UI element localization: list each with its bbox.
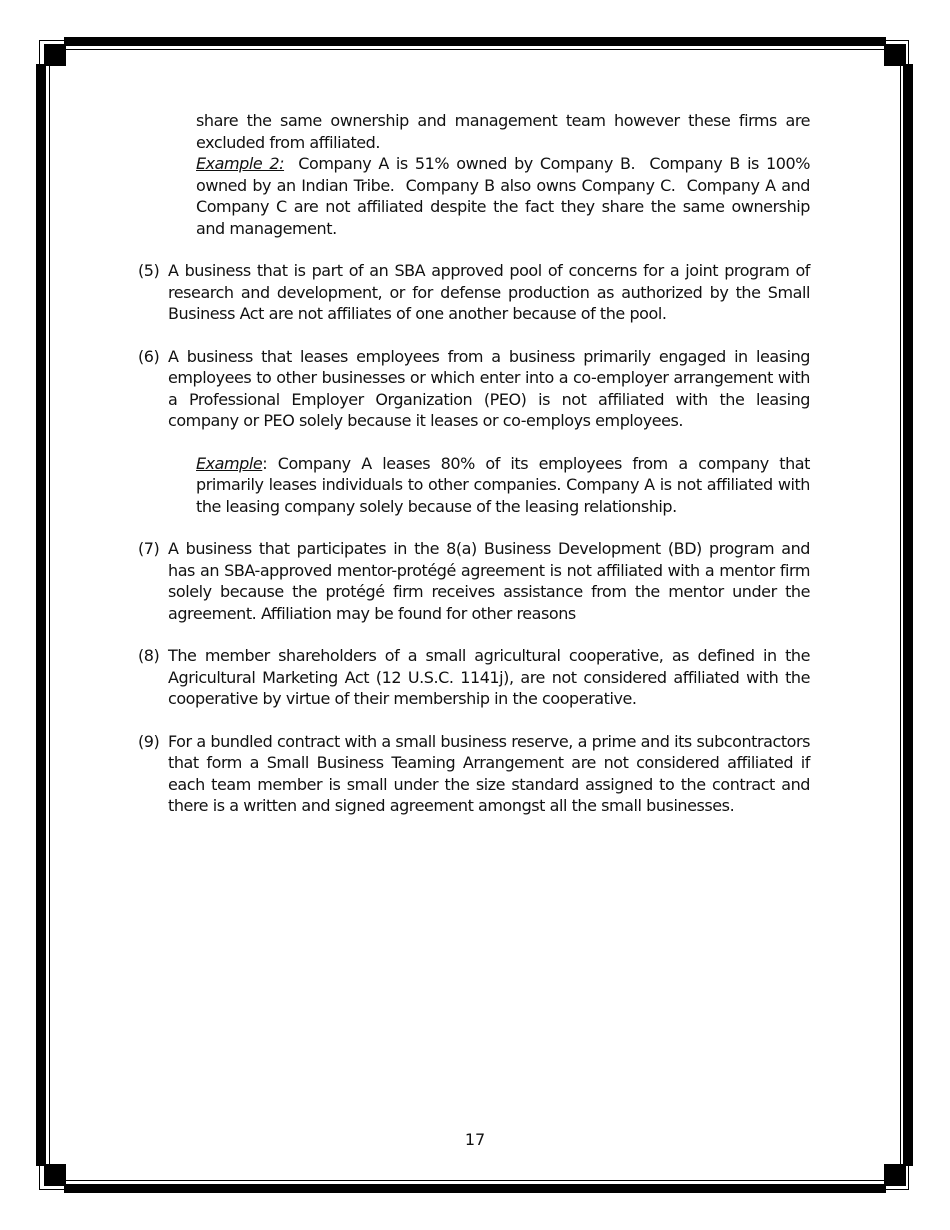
list-item-text: A business that leases employees from a business primarily engaged in leasing employees to other businesses or which enter into a co-employer arrangement with a Professional Employer Organization (PEO) is not affiliated with the leasing company or PEO solely because it leases or co-employs employees. <box>168 346 810 430</box>
list-item <box>138 731 810 817</box>
list-item-text: For a bundled contract with a small business reserve, a prime and its subcontractors that form a Small Business Teaming Arrangement are not considered affiliated if each team member is small under the size standard assigned to the contract and there is a written and signed agreement amongst all the small businesses. <box>168 731 810 815</box>
border-corner-bottom-right <box>884 1164 906 1186</box>
list-item-number: (6) <box>138 346 160 366</box>
continuation-text: share the same ownership and management team however these firms are excluded from affiliated. <box>196 111 810 152</box>
border-bar-right <box>903 64 913 1166</box>
border-bar-bottom <box>64 1184 886 1193</box>
border-corner-top-right <box>884 44 906 66</box>
list-item <box>138 538 810 624</box>
list-item-text: The member shareholders of a small agricultural cooperative, as defined in the Agricultural Marketing Act (12 U.S.C. 1141j), are not considered affiliated with the cooperative by virtue of their membership in the cooperative. <box>168 646 810 708</box>
border-corner-top-left <box>44 44 66 66</box>
list-item-number: (5) <box>138 261 160 280</box>
list-item <box>138 260 810 325</box>
example-2 <box>196 153 815 239</box>
border-corner-bottom-left <box>44 1164 66 1186</box>
list-item <box>138 346 810 432</box>
example-label: Example <box>196 453 263 473</box>
list-item-text: A business that is part of an SBA approved pool of concerns for a joint program of research and development, or for defense production as authorized by the Small Business Act are not affiliates of one another because of the pool. <box>168 261 810 323</box>
list-item-text: A business that participates in the 8(a) Business Development (BD) program and has an SBA-approved mentor-protégé agreement is not affiliated with a mentor firm solely because the protégé firm receives assistance from the mentor under the agreement. Affiliation may be found for other reasons <box>168 539 810 623</box>
example-2-label: Example 2: <box>196 154 285 173</box>
page-number: 17 <box>464 1130 486 1149</box>
continuation-block <box>196 110 815 239</box>
list-item-number: (7) <box>138 539 160 558</box>
list-item-number: (8) <box>138 646 160 665</box>
example-2-text: Company A is 51% owned by Company B. Company B is 100% owned by an Indian Tribe. Company B also owns Company C. Company A and Company C are not affiliated despite the fact they share the same ownership and management. <box>196 154 815 238</box>
border-bar-top <box>64 37 886 46</box>
example-leasing <box>196 453 810 518</box>
list-item-number: (9) <box>138 731 160 751</box>
document-body <box>138 110 815 817</box>
list-item <box>138 645 810 710</box>
border-bar-left <box>36 64 46 1166</box>
example-text: : Company A leases 80% of its employees from a company that primarily leases individuals to other companies. Company A is not affiliated with the leasing company solely because of the leasing relationship. <box>196 453 810 516</box>
